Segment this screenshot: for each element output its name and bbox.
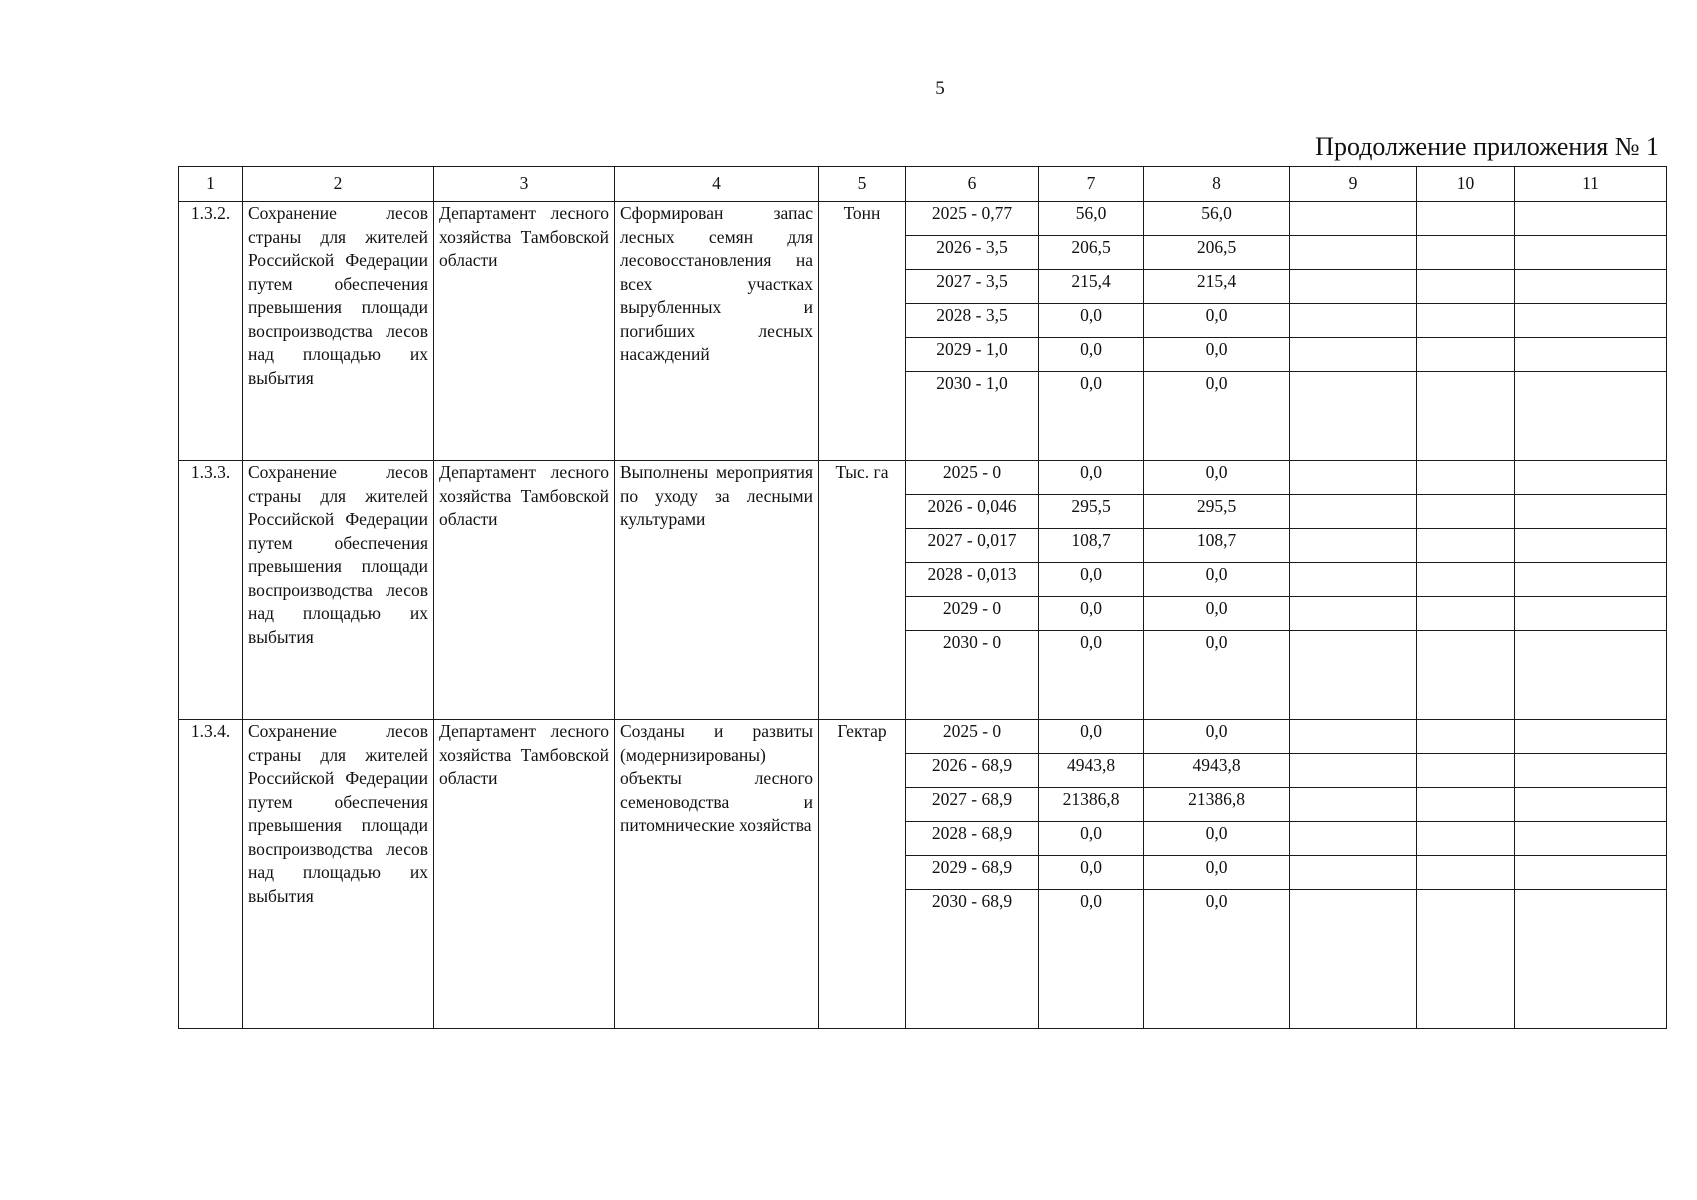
year-value: 2030 - 1,0 <box>906 372 1039 461</box>
column-7-value: 0,0 <box>1039 304 1144 338</box>
empty-cell <box>1290 461 1417 495</box>
column-header: 1 <box>179 167 243 202</box>
empty-cell <box>1290 529 1417 563</box>
table-row <box>179 720 1667 754</box>
empty-cell <box>1515 461 1667 495</box>
column-8-value: 21386,8 <box>1144 788 1290 822</box>
empty-cell <box>1515 754 1667 788</box>
column-8-value: 0,0 <box>1144 597 1290 631</box>
year-value: 2029 - 0 <box>906 597 1039 631</box>
empty-cell <box>1417 270 1515 304</box>
column-7-value: 215,4 <box>1039 270 1144 304</box>
column-header: 6 <box>906 167 1039 202</box>
table-row <box>179 202 1667 236</box>
empty-cell <box>1515 338 1667 372</box>
item-result: Созданы и развиты (модернизированы) объекты лесного семеноводства и питомнические хозяйства <box>615 720 819 1029</box>
year-value: 2025 - 0,77 <box>906 202 1039 236</box>
year-value: 2026 - 68,9 <box>906 754 1039 788</box>
empty-cell <box>1290 338 1417 372</box>
column-8-value: 56,0 <box>1144 202 1290 236</box>
column-8-value: 108,7 <box>1144 529 1290 563</box>
page-number: 5 <box>935 78 945 99</box>
item-result: Выполнены мероприятия по уходу за лесными культурами <box>615 461 819 720</box>
year-value: 2025 - 0 <box>906 720 1039 754</box>
empty-cell <box>1515 822 1667 856</box>
column-7-value: 0,0 <box>1039 372 1144 461</box>
column-8-value: 0,0 <box>1144 890 1290 1029</box>
empty-cell <box>1515 720 1667 754</box>
appendix-heading: Продолжение приложения № 1 <box>1315 132 1659 161</box>
year-value: 2027 - 0,017 <box>906 529 1039 563</box>
column-header: 7 <box>1039 167 1144 202</box>
year-value: 2028 - 0,013 <box>906 563 1039 597</box>
empty-cell <box>1515 788 1667 822</box>
table-row <box>179 461 1667 495</box>
empty-cell <box>1417 338 1515 372</box>
empty-cell <box>1515 631 1667 720</box>
empty-cell <box>1417 461 1515 495</box>
column-header: 4 <box>615 167 819 202</box>
empty-cell <box>1290 563 1417 597</box>
empty-cell <box>1515 495 1667 529</box>
column-header: 3 <box>434 167 615 202</box>
empty-cell <box>1515 304 1667 338</box>
empty-cell <box>1290 202 1417 236</box>
item-code: 1.3.3. <box>179 461 243 720</box>
item-name: Сохранение лесов страны для жителей Российской Федерации путем обеспечения превышения площади воспроизводства лесов над площадью их выбытия <box>243 461 434 720</box>
empty-cell <box>1515 563 1667 597</box>
empty-cell <box>1417 597 1515 631</box>
item-unit: Тонн <box>819 202 906 461</box>
empty-cell <box>1515 856 1667 890</box>
column-header: 5 <box>819 167 906 202</box>
column-7-value: 0,0 <box>1039 461 1144 495</box>
year-value: 2028 - 68,9 <box>906 822 1039 856</box>
year-value: 2029 - 1,0 <box>906 338 1039 372</box>
column-7-value: 21386,8 <box>1039 788 1144 822</box>
item-executor: Департамент лесного хозяйства Тамбовской области <box>434 202 615 461</box>
empty-cell <box>1290 856 1417 890</box>
column-8-value: 0,0 <box>1144 822 1290 856</box>
empty-cell <box>1515 270 1667 304</box>
empty-cell <box>1290 372 1417 461</box>
column-7-value: 56,0 <box>1039 202 1144 236</box>
column-header: 9 <box>1290 167 1417 202</box>
column-7-value: 0,0 <box>1039 720 1144 754</box>
column-header: 2 <box>243 167 434 202</box>
empty-cell <box>1417 890 1515 1029</box>
empty-cell <box>1417 720 1515 754</box>
column-8-value: 0,0 <box>1144 461 1290 495</box>
column-8-value: 206,5 <box>1144 236 1290 270</box>
item-name: Сохранение лесов страны для жителей Российской Федерации путем обеспечения превышения площади воспроизводства лесов над площадью их выбытия <box>243 720 434 1029</box>
empty-cell <box>1417 788 1515 822</box>
column-8-value: 4943,8 <box>1144 754 1290 788</box>
empty-cell <box>1417 236 1515 270</box>
empty-cell <box>1290 788 1417 822</box>
item-executor: Департамент лесного хозяйства Тамбовской области <box>434 461 615 720</box>
year-value: 2025 - 0 <box>906 461 1039 495</box>
year-value: 2030 - 0 <box>906 631 1039 720</box>
empty-cell <box>1515 890 1667 1029</box>
column-7-value: 0,0 <box>1039 563 1144 597</box>
empty-cell <box>1417 372 1515 461</box>
column-header: 8 <box>1144 167 1290 202</box>
empty-cell <box>1290 597 1417 631</box>
year-value: 2027 - 68,9 <box>906 788 1039 822</box>
empty-cell <box>1515 372 1667 461</box>
empty-cell <box>1290 754 1417 788</box>
item-code: 1.3.2. <box>179 202 243 461</box>
column-8-value: 0,0 <box>1144 563 1290 597</box>
item-result: Сформирован запас лесных семян для лесовосстановления на всех участках вырубленных и погибших лесных насаждений <box>615 202 819 461</box>
year-value: 2027 - 3,5 <box>906 270 1039 304</box>
column-7-value: 0,0 <box>1039 338 1144 372</box>
column-8-value: 0,0 <box>1144 304 1290 338</box>
item-code: 1.3.4. <box>179 720 243 1029</box>
empty-cell <box>1515 529 1667 563</box>
header-row <box>179 167 1667 202</box>
empty-cell <box>1515 236 1667 270</box>
column-8-value: 0,0 <box>1144 720 1290 754</box>
appendix-table <box>178 166 1667 1029</box>
column-8-value: 0,0 <box>1144 631 1290 720</box>
empty-cell <box>1290 304 1417 338</box>
empty-cell <box>1515 202 1667 236</box>
empty-cell <box>1290 270 1417 304</box>
empty-cell <box>1290 495 1417 529</box>
column-8-value: 215,4 <box>1144 270 1290 304</box>
empty-cell <box>1290 631 1417 720</box>
year-value: 2028 - 3,5 <box>906 304 1039 338</box>
empty-cell <box>1417 304 1515 338</box>
column-8-value: 295,5 <box>1144 495 1290 529</box>
column-8-value: 0,0 <box>1144 338 1290 372</box>
column-7-value: 0,0 <box>1039 597 1144 631</box>
empty-cell <box>1417 822 1515 856</box>
column-7-value: 0,0 <box>1039 822 1144 856</box>
item-name: Сохранение лесов страны для жителей Российской Федерации путем обеспечения превышения площади воспроизводства лесов над площадью их выбытия <box>243 202 434 461</box>
year-value: 2030 - 68,9 <box>906 890 1039 1029</box>
empty-cell <box>1515 597 1667 631</box>
year-value: 2026 - 3,5 <box>906 236 1039 270</box>
column-7-value: 4943,8 <box>1039 754 1144 788</box>
empty-cell <box>1290 822 1417 856</box>
column-7-value: 0,0 <box>1039 890 1144 1029</box>
empty-cell <box>1290 236 1417 270</box>
empty-cell <box>1290 890 1417 1029</box>
empty-cell <box>1290 720 1417 754</box>
item-executor: Департамент лесного хозяйства Тамбовской области <box>434 720 615 1029</box>
year-value: 2029 - 68,9 <box>906 856 1039 890</box>
year-value: 2026 - 0,046 <box>906 495 1039 529</box>
item-unit: Гектар <box>819 720 906 1029</box>
column-7-value: 0,0 <box>1039 856 1144 890</box>
column-8-value: 0,0 <box>1144 372 1290 461</box>
column-header: 10 <box>1417 167 1515 202</box>
column-7-value: 295,5 <box>1039 495 1144 529</box>
column-header: 11 <box>1515 167 1667 202</box>
empty-cell <box>1417 563 1515 597</box>
empty-cell <box>1417 631 1515 720</box>
item-unit: Тыс. га <box>819 461 906 720</box>
empty-cell <box>1417 754 1515 788</box>
empty-cell <box>1417 856 1515 890</box>
empty-cell <box>1417 202 1515 236</box>
column-7-value: 206,5 <box>1039 236 1144 270</box>
column-8-value: 0,0 <box>1144 856 1290 890</box>
empty-cell <box>1417 495 1515 529</box>
column-7-value: 0,0 <box>1039 631 1144 720</box>
column-7-value: 108,7 <box>1039 529 1144 563</box>
empty-cell <box>1417 529 1515 563</box>
